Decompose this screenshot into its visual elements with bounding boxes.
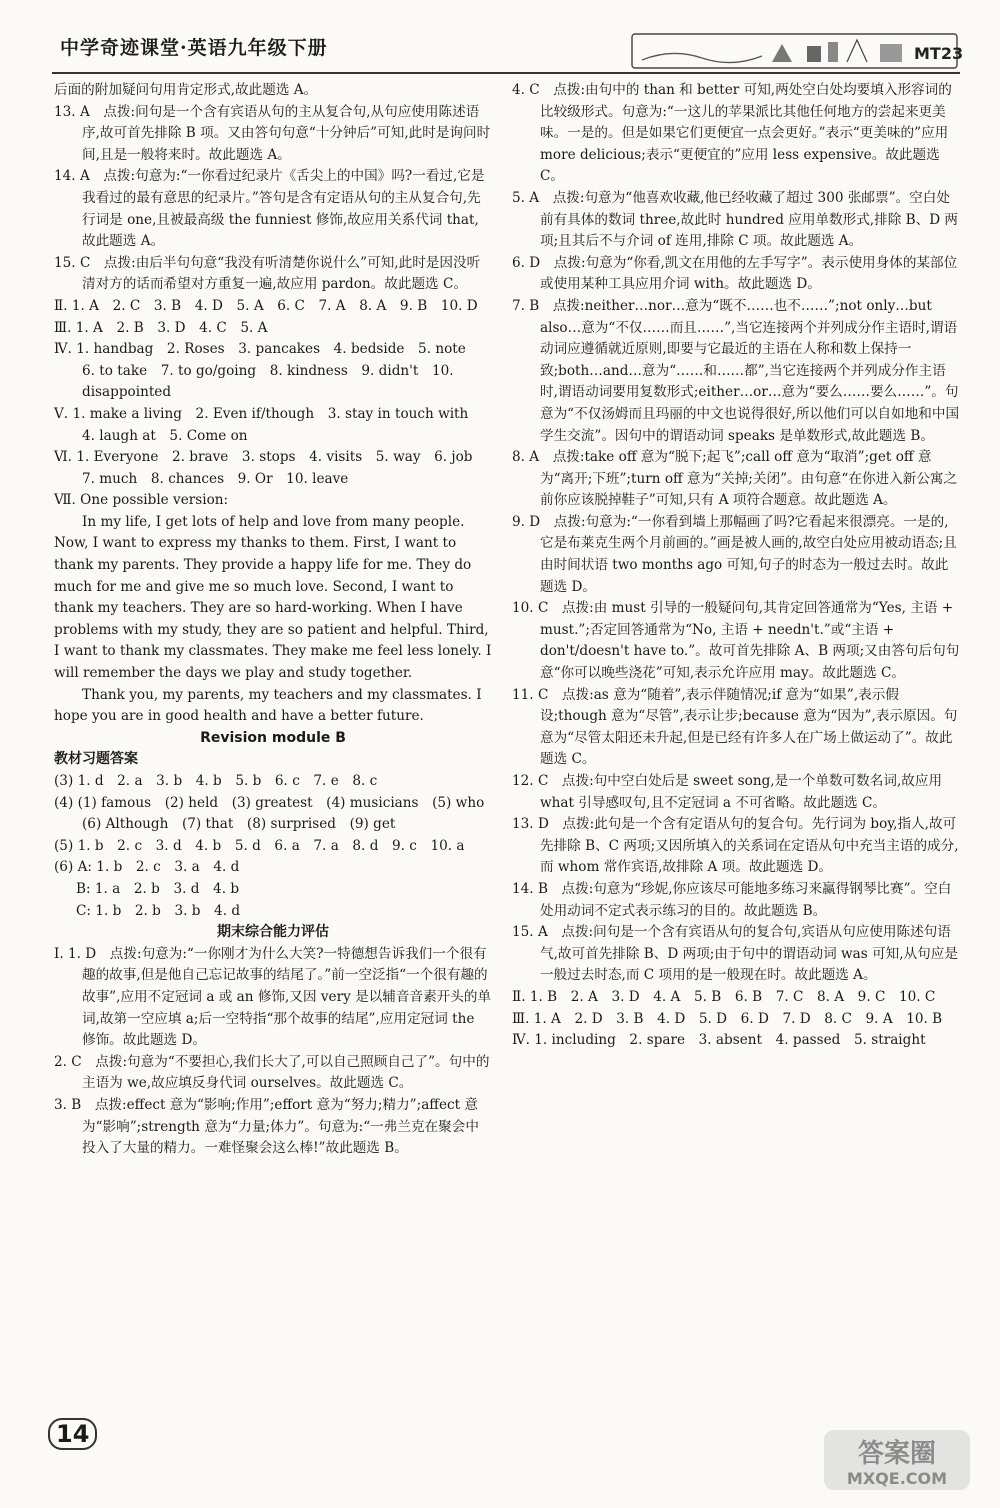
left-item-5: Ⅲ. 1. A 2. B 3. D 4. C 5. A bbox=[54, 319, 268, 336]
left-subheading-13: 教材习题答案 bbox=[54, 751, 138, 768]
left-item-8: Ⅵ. 1. Everyone 2. brave 3. stops 4. visits 5. way 6. job 7. much 8. chances 9. Or 10. leave bbox=[54, 449, 487, 487]
left-para-11: Thank you, my parents, my teachers and my classmates. I hope you are in good health and have a better future. bbox=[54, 686, 482, 725]
page-header bbox=[52, 28, 964, 74]
left-sub-18: B: 1. a 2. b 3. d 4. b bbox=[76, 880, 240, 897]
left-item-6: Ⅳ. 1. handbag 2. Roses 3. pancakes 4. bedside 5. note 6. to take 7. to go/going 8. kindness 9. didn't 10. disappointed bbox=[54, 341, 480, 401]
right-item-9: 13. D 点拨:此句是一个含有定语从句的复合句。先行词为 boy,指人,故可先排除 B、C 两项;又因所填入的关系词在定语从句中充当主语的成分,而 whom 常作宾语,故排除 A 项。故此题选 D。 bbox=[512, 816, 959, 876]
right-item-4: 8. A 点拨:take off 意为“脱下;起飞”;call off 意为“取消”;get off 意为“离开;下班”;turn off 意为“关掉;关闭”。由句意“在你进入新公寓之前你应该脱掉鞋子”可知,只有 A 项符合题意。故此题选 A。 bbox=[512, 449, 958, 509]
left-item-16: (5) 1. b 2. c 3. d 4. b 5. d 6. a 7. a 8. d 9. c 10. a bbox=[54, 837, 465, 854]
right-item-1: 5. A 点拨:句意为“他喜欢收藏,他已经收藏了超过 300 张邮票”。空白处前有具体的数词 three,故此时 hundred 应用单数形式,排除 B、D 两项;且其后不与介词 of 连用,排除 C 项。故此题选 A。 bbox=[512, 189, 959, 250]
left-item-22: 2. C 点拨:句意为“不要担心,我们长大了,可以自己照顾自己了”。句中的主语为 we,故应填反身代词 ourselves。故此题选 C。 bbox=[54, 1053, 490, 1092]
left-item-2: 14. A 点拨:句意为:“一你看过纪录片《舌尖上的中国》吗?一看过,它是我看过的最有意思的纪录片。”答句是含有定语从句的主从复合句,先行词是 one,且被最高级 the funniest 修饰,故应用关系代词 that,故此题选 A。 bbox=[54, 168, 485, 250]
left-text-0: 后面的附加疑问句用肯定形式,故此题选 A。 bbox=[54, 82, 318, 98]
right-item-7: 11. C 点拨:as 意为“随着”,表示伴随情况;if 意为“如果”,表示假设;though 意为“尽管”,表示让步;because 意为“因为”,表示原因。句意为“尽管太阳还未升起,但是已经有许多人在广场上做运动了”。故此题选 C。 bbox=[512, 686, 958, 768]
header-rule bbox=[52, 72, 960, 74]
header-banner-text: MT23 bbox=[914, 44, 964, 63]
right-item-8: 12. C 点拨:句中空白处后是 sweet song,是一个单数可数名词,故应用 what 引导感叹句,且不定冠词 a 不可省略。故此题选 C。 bbox=[512, 773, 943, 811]
page-number bbox=[48, 1420, 97, 1448]
left-item-1: 13. A 点拨:问句是一个含有宾语从句的主从复合句,从句应使用陈述语序,故可首先排除 B 项。又由答句句意“十分钟后”可知,此时是询问时间,且是一般将来时。故此题选 A。 bbox=[54, 103, 491, 163]
right-item-0: 4. C 点拨:由句中的 than 和 better 可知,两处空白处均要填入形容词的比较级形式。句意为:“一这儿的苹果派比其他任何地方的尝起来更美味。一是的。但是如果它们更便宜一点会更好。”表示“更美味的”应用 more delicious;表示“更便宜的”应用 less expensive。故此题选 C。 bbox=[512, 82, 952, 185]
left-sub-19: C: 1. b 2. b 3. b 4. d bbox=[76, 902, 241, 919]
left-item-9: Ⅶ. One possible version: bbox=[54, 492, 229, 509]
left-item-14: (3) 1. d 2. a 3. b 4. b 5. b 6. c 7. e 8. c bbox=[54, 773, 378, 789]
left-item-15: (4) (1) famous (2) held (3) greatest (4) musicians (5) who (6) Although (7) that (8) surprised (9) get bbox=[54, 794, 498, 833]
left-item-23: 3. B 点拨:effect 意为“影响;作用”;effort 意为“努力;精力”;affect 意为“影响”;strength 意为“力量;体力”。句意为:“一弗兰克在聚会中投入了大量的精力。一难怪聚会这么棒!”故此题选 B。 bbox=[54, 1096, 479, 1157]
right-item-10: 14. B 点拨:句意为“珍妮,你应该尽可能地多练习来赢得钢琴比赛”。空白处用动词不定式表示练习的目的。故此题选 B。 bbox=[512, 880, 952, 919]
book-title: 中学奇迹课堂·英语九年级下册 bbox=[60, 37, 328, 59]
watermark-logo bbox=[822, 1426, 972, 1496]
right-item-5: 9. D 点拨:句意为:“一你看到墙上那幅画了吗?它看起来很漂亮。一是的,它是布莱克生两个月前画的。”画是被人画的,故空白处应用被动语态;且由时间状语 two months ago 可知,句子的时态为一般过去时。故此题选 D。 bbox=[512, 513, 957, 595]
right-item-12: Ⅱ. 1. B 2. A 3. D 4. A 5. B 6. B 7. C 8. A 9. C 10. C bbox=[512, 988, 936, 1005]
right-item-14: Ⅳ. 1. including 2. spare 3. absent 4. passed 5. straight bbox=[512, 1032, 926, 1049]
right-column bbox=[512, 80, 960, 1415]
left-heading-12: Revision module B bbox=[200, 729, 346, 746]
left-column bbox=[54, 80, 498, 1470]
page-number-value: 14 bbox=[48, 1418, 97, 1450]
right-item-6: 10. C 点拨:由 must 引导的一般疑问句,其肯定回答通常为“Yes, 主语 + must.”;否定回答通常为“No, 主语 + needn't.”或“主语 + don't/doesn't have to.”。故可首先排除 A、B 两项;又由答句后句句意“你可以晚些浇花”可知,表示允许应用 may。故此题选 C。 bbox=[512, 600, 960, 682]
left-para-10: In my life, I get lots of help and love from many people. Now, I want to express my thanks to them. First, I want to thank my parents. They provide a happy life for me. They do much for me and give me so much love. Second, I want to thank my teachers. They are so hard-working. When I have problems with my study, they are so patient and helpful. Third, I want to thank my classmates. They make me feel less lonely. I will remember the days we play and study together. bbox=[54, 513, 492, 682]
left-item-4: Ⅱ. 1. A 2. C 3. B 4. D 5. A 6. C 7. A 8. A 9. B 10. D bbox=[54, 297, 478, 314]
right-item-2: 6. D 点拨:句意为“你看,凯文在用他的左手写字”。表示使用身体的某部位或使用某种工具应用介词 with。故此题选 D。 bbox=[512, 254, 958, 293]
header-banner-illustration bbox=[632, 34, 964, 68]
right-item-3: 7. B 点拨:neither…nor…意为“既不……也不……”;not only…but also…意为“不仅……而且……”,当它连接两个并列成分作主语时,谓语动词应遵循就近原则,即要与它最近的主语在人称和数上保持一致;both…and…意为“……和……都”,当它连接两个并列成分作主语时,谓语动词要用复数形式;either…or…意为“要么……要么……”。句意为“不仅汤姆而且玛丽的中文也说得很好,所以他们可以自如地和中国学生交流”。因句中的谓语动词 speaks 是单数形式,故此题选 B。 bbox=[512, 297, 960, 444]
left-item-7: Ⅴ. 1. make a living 2. Even if/though 3. stay in touch with 4. laugh at 5. Come on bbox=[54, 405, 482, 444]
watermark-line2: MXQE.COM bbox=[846, 1469, 948, 1488]
left-item-3: 15. C 点拨:由后半句句意“我没有听清楚你说什么”可知,此时是因没听清对方的话而希望对方重复一遍,故应用 pardon。故此题选 C。 bbox=[54, 254, 481, 293]
left-item-21: Ⅰ. 1. D 点拨:句意为:“一你刚才为什么大笑?一特德想告诉我们一个很有趣的故事,但是他自己忘记故事的结尾了。”前一空泛指“一个很有趣的故事”,应用不定冠词 a 或 an 修饰,又因 very 是以辅音音素开头的单词,故第一空应填 a;后一空特指“那个故事的结尾”,应用定冠词 the 修饰。故此题选 D。 bbox=[54, 945, 492, 1049]
right-item-11: 15. A 点拨:问句是一个含有宾语从句的复合句,宾语从句应使用陈述句语气,故可首先排除 B、D 两项;由于句中的谓语动词 was 可知,从句应是一般过去时态,而 C 项用的是一般现在时。故此题选 A。 bbox=[512, 924, 958, 984]
left-item-17: (6) A: 1. b 2. c 3. a 4. d bbox=[54, 859, 240, 876]
left-heading-20: 期末综合能力评估 bbox=[217, 924, 329, 941]
watermark-line1: 答案圈 bbox=[857, 1439, 937, 1469]
right-item-13: Ⅲ. 1. A 2. D 3. B 4. D 5. D 6. D 7. D 8. C 9. A 10. B bbox=[512, 1010, 943, 1027]
